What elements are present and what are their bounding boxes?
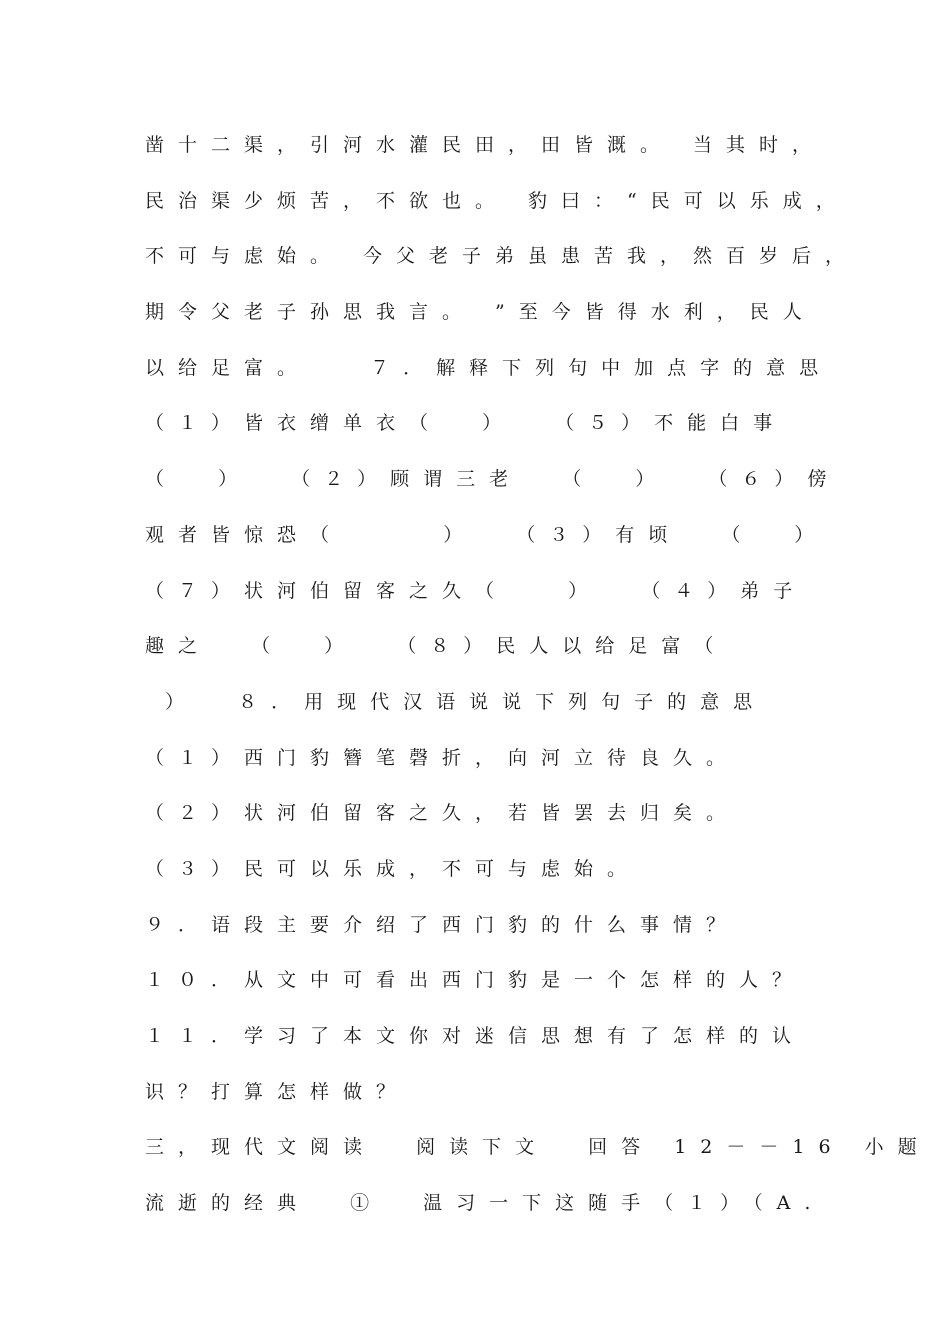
text-line-17: １１．学习了本文你对迷信思想有了怎样的认 [145, 1025, 806, 1047]
text-line-1: 凿十二渠，引河水灌民田，田皆溉。 当其时， [145, 134, 826, 156]
text-line-13: （２）状河伯留客之久，若皆罢去归矣。 [145, 802, 740, 825]
text-line-12: （１）西门豹簪笔磬折，向河立待良久。 [145, 746, 740, 769]
text-line-19: 三，现代文阅读 阅读下文 回答 12－－16 小题 [145, 1136, 931, 1159]
text-line-3: 不可与虑始。 今父老子弟虽患苦我，然百岁后， [145, 245, 859, 268]
text-line-18: 识？打算怎样做？ [145, 1080, 410, 1103]
text-line-20: 流逝的经典 ① 温习一下这随手（１）（A. [145, 1192, 825, 1215]
text-line-15: ９．语段主要介绍了西门豹的什么事情？ [145, 913, 740, 936]
text-line-11: ） ８．用现代汉语说说下列句子的意思 [145, 690, 767, 713]
text-line-5: 以给足富。 ７．解释下列句中加点字的意思 [145, 356, 833, 379]
text-line-9: （７）状河伯留客之久（ ） （４）弟子 [145, 579, 807, 602]
text-line-6: （１）皆衣缯单衣（ ） （５）不能白事 [145, 412, 787, 435]
text-line-4: 期令父老子孙思我言。 ”至今皆得水利，民人 [145, 301, 816, 324]
text-line-7: （ ） （２）顾谓三老 （ ） （６）傍 [145, 468, 841, 491]
text-line-16: １０．从文中可看出西门豹是一个怎样的人？ [145, 969, 806, 992]
text-line-10: 趣之 （ ） （８）民人以给足富（ [145, 635, 728, 658]
text-line-14: （３）民可以乐成，不可与虑始。 [145, 857, 641, 880]
text-line-8: 观者皆惊恐（ ） （３）有顷 （ ） [145, 523, 828, 546]
document-text-body [145, 127, 931, 1241]
text-line-2: 民治渠少烦苦，不欲也。 豹曰：“民可以乐成， [145, 189, 849, 212]
